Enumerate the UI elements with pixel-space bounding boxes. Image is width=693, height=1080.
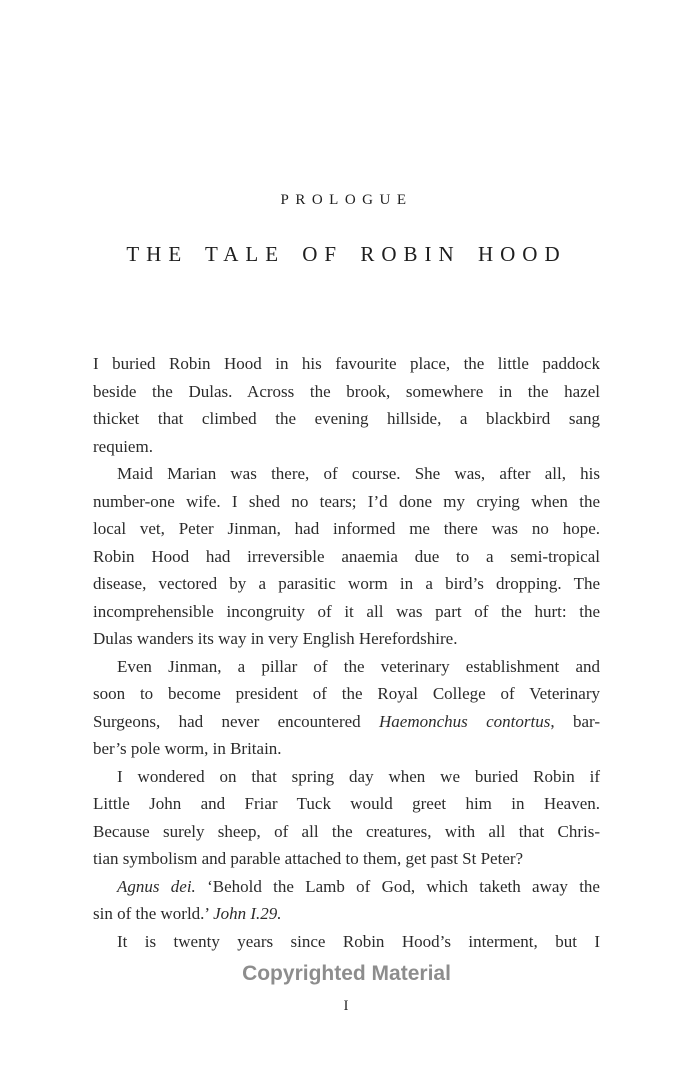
text-segment: ‘Behold the Lamb of God, which taketh away the — [195, 876, 600, 896]
text-segment: Surgeons, had never encountered — [93, 711, 380, 731]
text-line — [93, 433, 600, 461]
paragraph — [93, 928, 600, 956]
text-line — [93, 515, 600, 543]
text-line — [93, 350, 600, 378]
text-line — [93, 378, 600, 406]
paragraph — [93, 653, 600, 763]
text-segment: sin of the world.’ — [93, 904, 214, 923]
paragraph — [93, 763, 600, 873]
italic-text: Haemonchus contortus — [379, 711, 551, 731]
chapter-title: THE TALE OF ROBIN HOOD — [126, 242, 567, 266]
text-line — [93, 790, 600, 818]
text-line — [93, 708, 600, 736]
text-line — [93, 598, 600, 626]
text-segment: Maid Marian was there, of course. She was, after all, his — [117, 464, 600, 483]
text-line — [93, 735, 600, 763]
text-segment: Even Jinman, a pillar of the veterinary establishment and — [117, 656, 600, 676]
paragraph — [93, 460, 600, 653]
text-segment: Little John and Friar Tuck would greet him in Heaven. — [93, 794, 600, 813]
paragraph — [93, 350, 600, 460]
text-segment: I wondered on that spring day when we buried Robin if — [117, 766, 600, 786]
italic-text: John I.29. — [213, 904, 282, 923]
text-line — [93, 488, 600, 516]
text-segment: beside the Dulas. Across the brook, somewhere in the hazel — [93, 381, 600, 401]
text-segment: I buried Robin Hood in his favourite place, the little paddock — [93, 354, 600, 373]
text-segment: thicket that climbed the evening hillside, a blackbird sang — [93, 409, 600, 428]
page-number: I — [343, 998, 350, 1014]
text-segment: ber’s pole worm, in Britain. — [93, 739, 282, 758]
body-text — [93, 350, 600, 955]
text-line — [93, 900, 600, 928]
text-segment: , bar- — [550, 711, 600, 731]
text-segment: Because surely sheep, of all the creatures, with all that Chris- — [93, 821, 600, 841]
text-segment: number-one wife. I shed no tears; I’d done my crying when the — [93, 491, 600, 511]
text-line — [93, 818, 600, 846]
text-segment: soon to become president of the Royal College of Veterinary — [93, 684, 600, 703]
text-line — [93, 763, 600, 791]
text-segment: incomprehensible incongruity of it all was part of the hurt: the — [93, 601, 600, 621]
text-line — [93, 873, 600, 901]
text-line — [93, 680, 600, 708]
text-segment: requiem. — [93, 436, 153, 456]
text-line — [93, 460, 600, 488]
text-line — [93, 570, 600, 598]
italic-text: Agnus dei. — [117, 876, 196, 896]
text-line — [93, 928, 600, 956]
copyright-notice: Copyrighted Material — [242, 962, 451, 985]
text-segment: Robin Hood had irreversible anaemia due to a semi-tropical — [93, 546, 600, 566]
text-segment: Dulas wanders its way in very English Herefordshire. — [93, 629, 458, 648]
prologue-kicker: PROLOGUE — [280, 192, 413, 208]
text-line — [93, 625, 600, 653]
text-segment: It is twenty years since Robin Hood’s interment, but I — [117, 931, 600, 951]
text-line — [93, 845, 600, 873]
text-line — [93, 653, 600, 681]
text-line — [93, 405, 600, 433]
paragraph — [93, 873, 600, 928]
text-segment: tian symbolism and parable attached to them, get past St Peter? — [93, 849, 524, 868]
text-line — [93, 543, 600, 571]
text-segment: local vet, Peter Jinman, had informed me there was no hope. — [93, 519, 600, 538]
text-segment: disease, vectored by a parasitic worm in a bird’s dropping. The — [93, 574, 600, 593]
